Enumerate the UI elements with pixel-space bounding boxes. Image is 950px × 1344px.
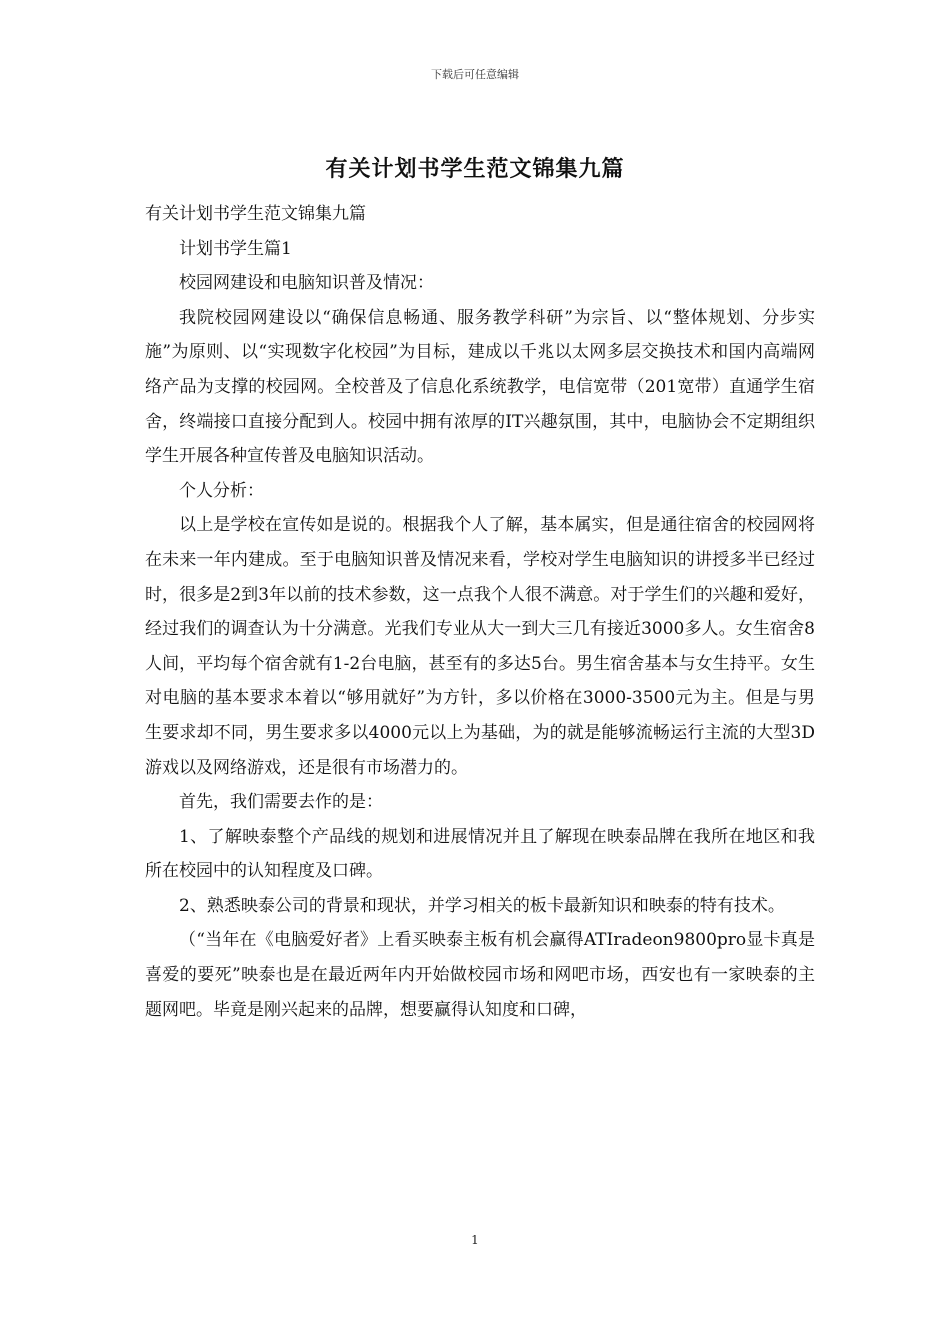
header-note: 下载后可任意编辑 <box>431 68 519 81</box>
body-paragraph: 首先，我们需要去作的是： <box>179 792 383 813</box>
subsection-heading: 校园网建设和电脑知识普及情况： <box>179 273 434 294</box>
section-heading: 计划书学生篇1 <box>179 238 292 259</box>
document-body <box>145 197 815 1027</box>
page-number: 1 <box>471 1233 479 1247</box>
subsection-heading: 个人分析： <box>179 480 264 501</box>
document-title: 有关计划书学生范文锦集九篇 <box>325 156 625 182</box>
body-paragraph: 以上是学校在宣传如是说的。根据我个人了解，基本属实，但是通往宿舍的校园网将在未来一年内建成。至于电脑知识普及情况来看，学校对学生电脑知识的讲授多半已经过时，很多是2到3年以前的技术参数，这一点我个人很不满意。对于学生们的兴趣和爱好，经过我们的调查认为十分满意。光我们专业从大一到大三几有接近3000多人。女生宿舍8人间，平均每个宿舍就有1-2台电脑，甚至有的多达5台。男生宿舍基本与女生持平。女生对电脑的基本要求本着以“够用就好”为方针，多以价格在3000-3500元为主。但是与男生要求却不同，男生要求多以4000元以上为基础，为的就是能够流畅运行主流的大型3D游戏以及网络游戏，还是很有市场潜力的。 <box>145 515 815 778</box>
subtitle-paragraph: 有关计划书学生范文锦集九篇 <box>145 204 366 224</box>
list-item: 1、了解映泰整个产品线的规划和进展情况并且了解现在映泰品牌在我所在地区和我所在校园中的认知程度及口碑。 <box>145 826 815 882</box>
list-item: 2、熟悉映泰公司的背景和现状，并学习相关的板卡最新知识和映泰的特有技术。 <box>179 895 785 916</box>
body-paragraph: 我院校园网建设以“确保信息畅通、服务教学科研”为宗旨、以“整体规划、分步实施”为原则、以“实现数字化校园”为目标，建成以千兆以太网多层交换技术和国内高端网络产品为支撑的校园网。全校普及了信息化系统教学，电信宽带（201宽带）直通学生宿舍，终端接口直接分配到人。校园中拥有浓厚的IT兴趣氛围，其中，电脑协会不定期组织学生开展各种宣传普及电脑知识活动。 <box>145 307 815 467</box>
body-paragraph: （“当年在《电脑爱好者》上看买映泰主板有机会赢得ATIradeon9800pro显卡真是喜爱的要死”映泰也是在最近两年内开始做校园市场和网吧市场，西安也有一家映泰的主题网吧。毕竟是刚兴起来的品牌，想要赢得认知度和口碑， <box>145 930 815 1020</box>
